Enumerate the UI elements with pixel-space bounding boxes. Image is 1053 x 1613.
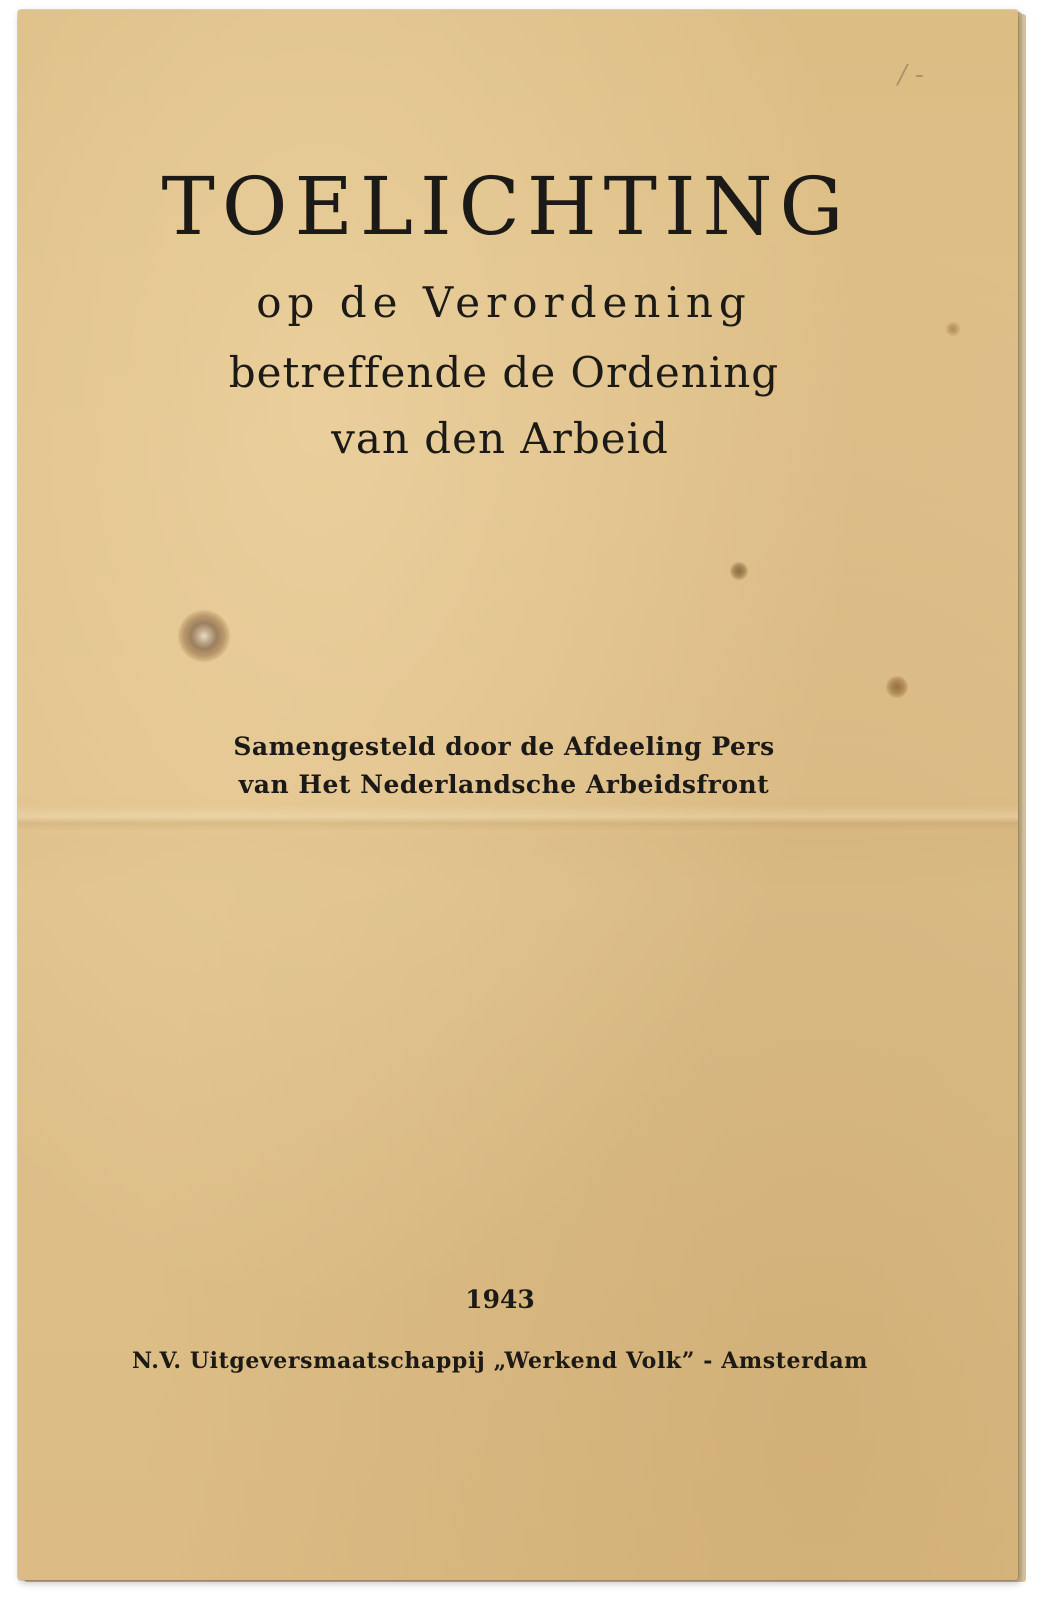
fold-crease [18,805,1018,831]
credit-line: Samengesteld door de Afdeeling Pers [233,732,775,761]
cover-title: TOELICHTING [161,160,851,253]
stain-spot [730,562,748,580]
pencil-mark: / - [898,60,924,90]
cover-subtitle-line: van den Arbeid [331,414,669,463]
booklet-cover [18,10,1018,1580]
credit-line: van Het Nederlandsche Arbeidsfront [238,770,770,799]
publication-year: 1943 [465,1285,535,1314]
cover-subtitle-line: op de Verordening [256,278,752,327]
publisher-line: N.V. Uitgeversmaatschappij „Werkend Volk” - Amsterdam [131,1348,869,1374]
cover-subtitle-line: betreffende de Ordening [228,348,780,397]
stain-spot [886,676,908,698]
stain-spot [178,610,230,662]
